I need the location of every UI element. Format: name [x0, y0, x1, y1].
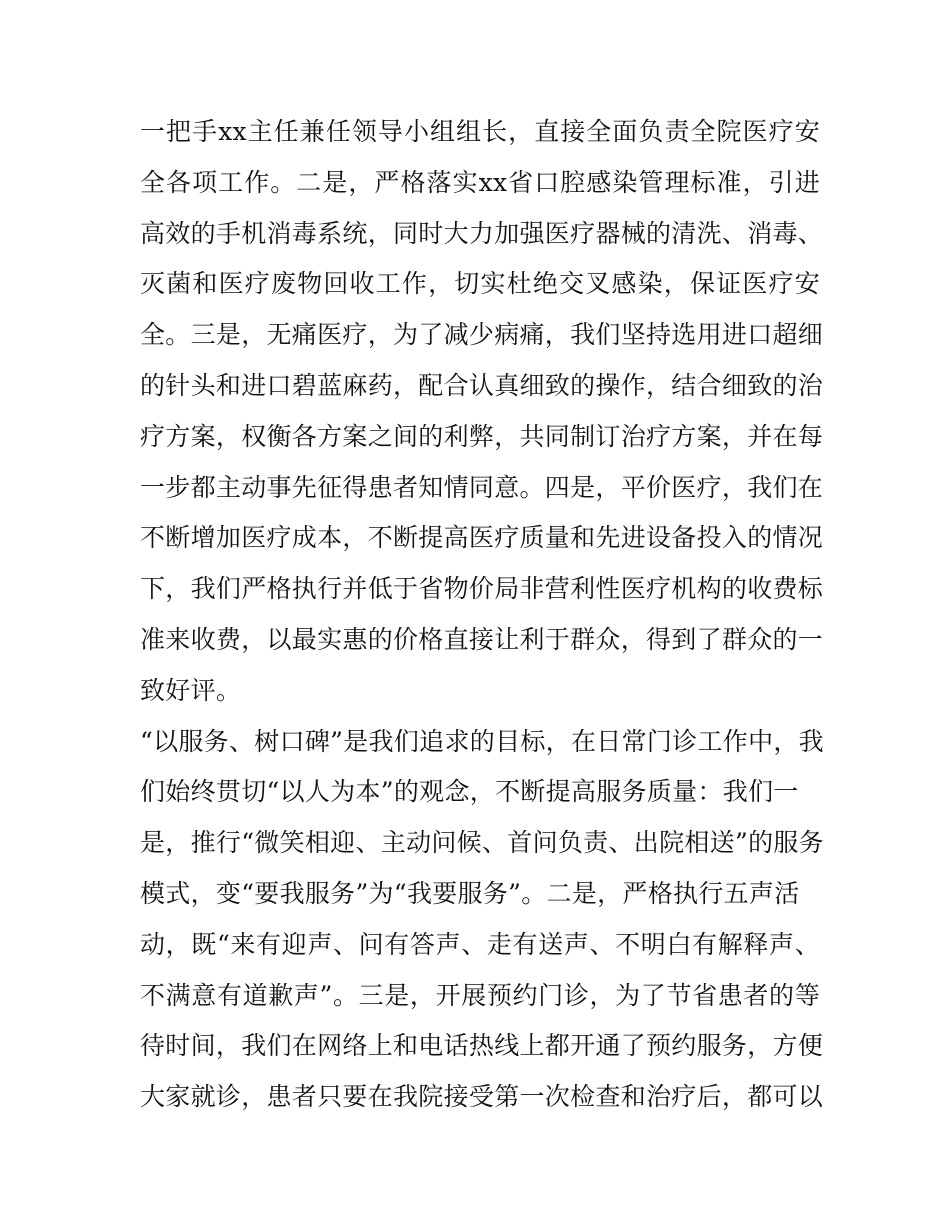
text-line: 动，既“来有迎声、问有答声、走有送声、不明白有解释声、	[140, 929, 820, 959]
text-line: 模式，变“要我服务”为“我要服务”。二是，严格执行五声活	[140, 878, 800, 908]
text-line: 是，推行“微笑相迎、主动问候、首问负责、出院相送”的服务	[140, 828, 824, 858]
text-line: 准来收费，以最实惠的价格直接让利于群众，得到了群众的一	[140, 624, 824, 654]
text-line: 不满意有道歉声”。三是，开展预约门诊，为了节省患者的等	[140, 980, 820, 1010]
text-line: 全。三是，无痛医疗，为了减少病痛，我们坚持选用进口超细	[140, 320, 824, 350]
text-line: 的针头和进口碧蓝麻药，配合认真细致的操作，结合细致的治	[140, 370, 824, 400]
text-line: 一步都主动事先征得患者知情同意。四是，平价医疗，我们在	[140, 472, 824, 502]
text-line: 一把手xx主任兼任领导小组组长，直接全面负责全院医疗安	[140, 117, 820, 146]
text-line: 们始终贯切“以人为本”的观念，不断提高服务质量：我们一	[140, 777, 799, 807]
text-line: 待时间，我们在网络上和电话热线上都开通了预约服务，方便	[140, 1031, 824, 1061]
text-line: 致好评。	[140, 675, 242, 705]
text-line: 高效的手机消毒系统，同时大力加强医疗器械的清洗、消毒、	[140, 218, 824, 248]
text-line: 全各项工作。二是，严格落实xx省口腔感染管理标准，引进	[140, 167, 820, 197]
text-line: “以服务、树口碑”是我们追求的目标，在日常门诊工作中，我	[140, 726, 824, 756]
text-line: 灭菌和医疗废物回收工作，切实杜绝交叉感染，保证医疗安	[140, 269, 820, 299]
text-line: 下，我们严格执行并低于省物价局非营利性医疗机构的收费标	[140, 574, 824, 604]
text-line: 疗方案，权衡各方案之间的利弊，共同制订治疗方案，并在每	[140, 421, 824, 451]
body-text	[140, 107, 824, 1123]
text-line: 大家就诊，患者只要在我院接受第一次检查和治疗后，都可以	[140, 1082, 824, 1112]
text-line: 不断增加医疗成本，不断提高医疗质量和先进设备投入的情况	[140, 523, 824, 553]
